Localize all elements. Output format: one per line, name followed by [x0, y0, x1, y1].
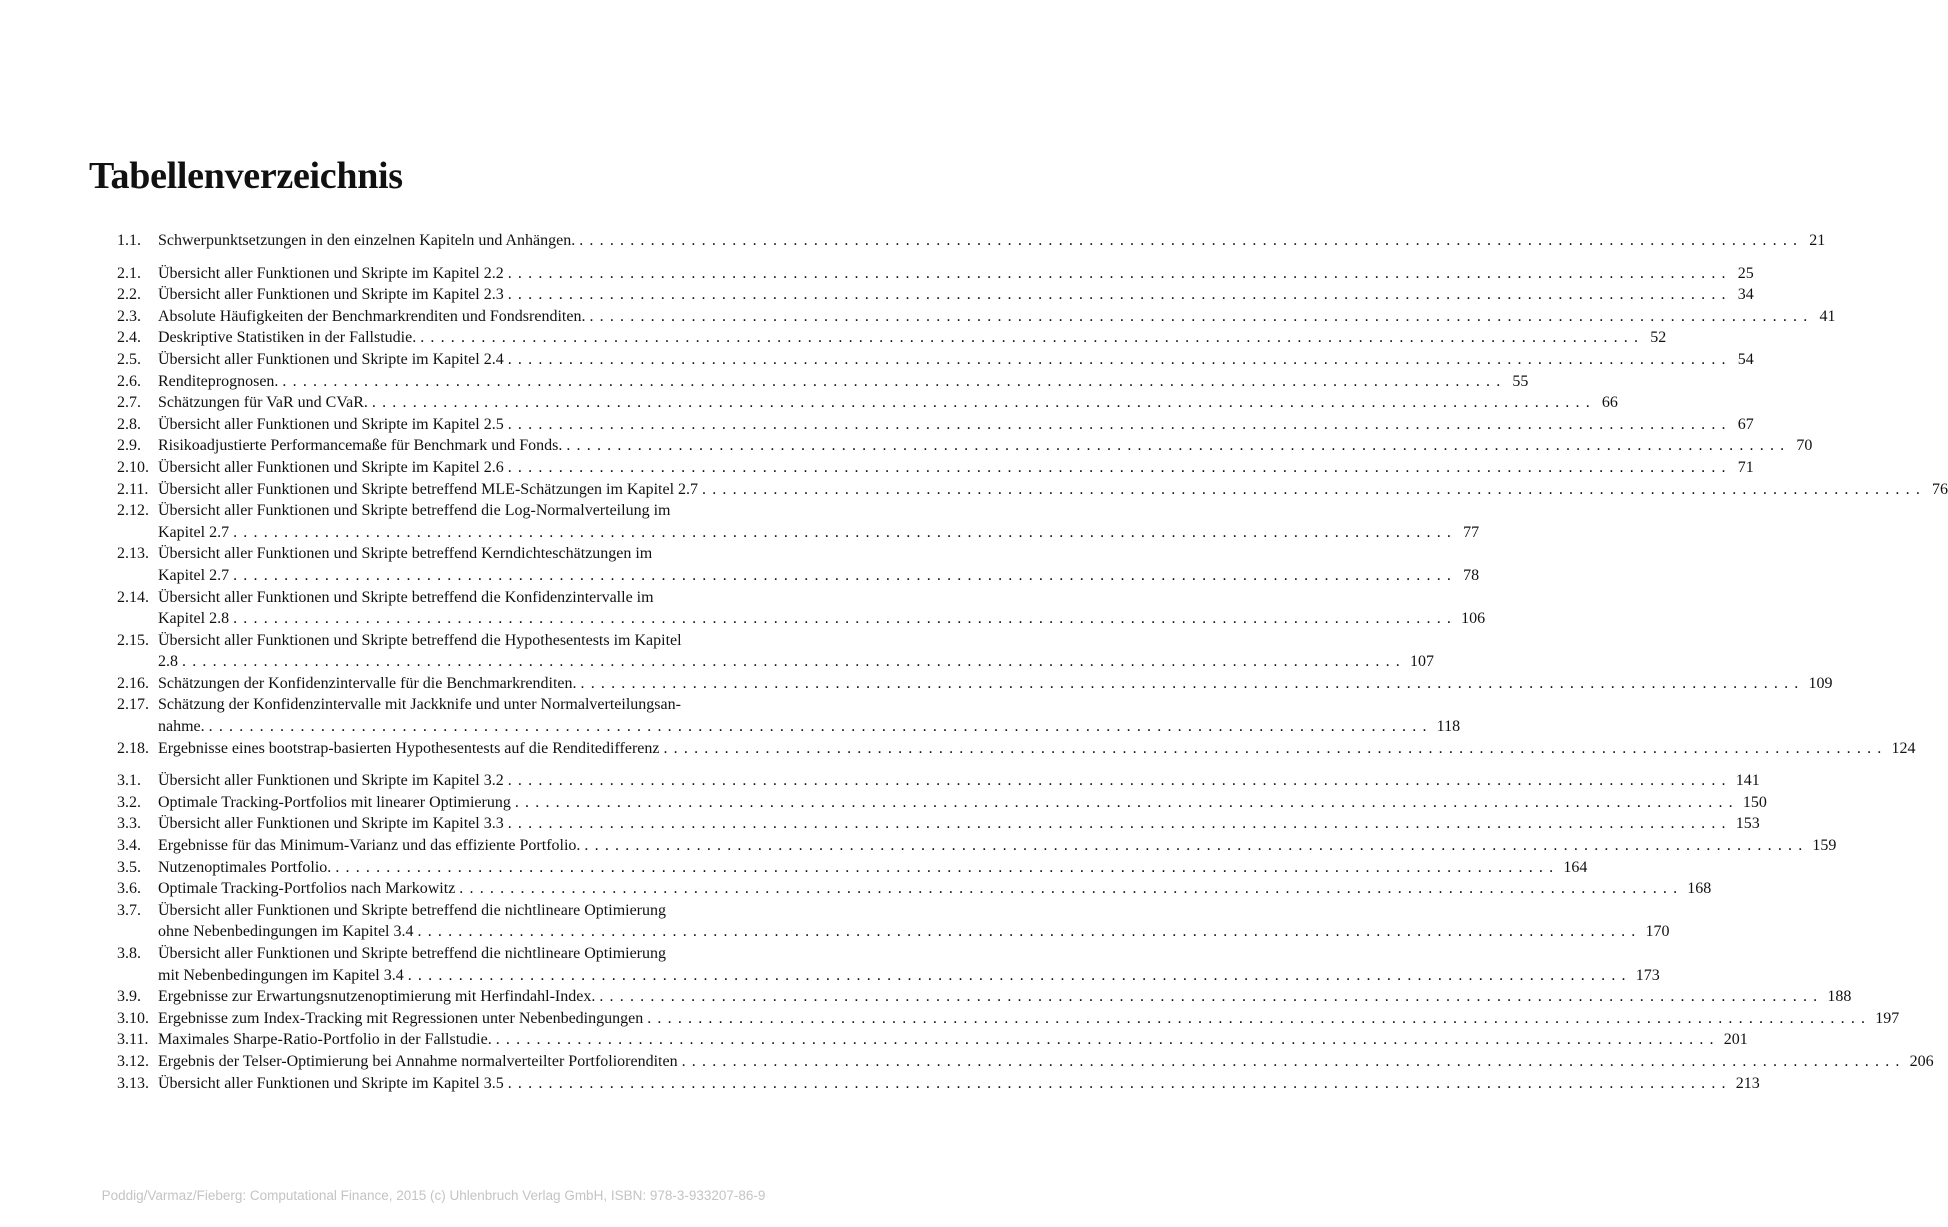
toc-entry[interactable] — [117, 435, 1813, 457]
toc-entry-final-line — [158, 414, 1754, 436]
toc-entry-final-line — [158, 435, 1813, 457]
toc-entry[interactable] — [117, 230, 1826, 252]
toc-entry-title: Schätzungen der Konfidenzintervalle für die Benchmarkrenditen. — [158, 674, 577, 692]
toc-entry[interactable] — [117, 284, 1754, 306]
toc-entry-number: 3.6. — [117, 880, 141, 898]
toc-entry-title: Deskriptive Statistiken in der Fallstudie. — [158, 329, 417, 347]
toc-entry-title: Übersicht aller Funktionen und Skripte im Kapitel 2.5 — [158, 415, 504, 433]
toc-entry-title: Optimale Tracking-Portfolios mit linearer Optimierung — [158, 793, 511, 811]
toc-entry-title: ohne Nebenbedingungen im Kapitel 3.4 — [158, 923, 414, 941]
toc-entry[interactable] — [117, 371, 1529, 393]
toc-entry-page-number[interactable]: 109 — [1808, 674, 1833, 692]
toc-entry-page-number[interactable]: 25 — [1737, 264, 1754, 282]
toc-entry-number: 3.5. — [117, 858, 141, 876]
toc-entry[interactable] — [117, 1008, 1900, 1030]
toc-entry-body — [158, 284, 1754, 306]
toc-entry-final-line — [158, 1073, 1760, 1095]
dot-leader: ........................................................................................................................ — [233, 610, 1458, 628]
toc-entry-title: Absolute Häufigkeiten der Benchmarkrenditen und Fondsrenditen. — [158, 307, 586, 325]
toc-entry-title: Kapitel 2.8 — [158, 610, 230, 628]
toc-entry-number: 3.8. — [117, 945, 141, 962]
toc-entry-title: Schätzungen für VaR und CVaR. — [158, 394, 368, 412]
toc-entry[interactable] — [117, 694, 1461, 737]
toc-entry-number: 2.10. — [117, 458, 149, 476]
toc-entry-title: Übersicht aller Funktionen und Skripte im Kapitel 3.5 — [158, 1074, 504, 1092]
toc-entry[interactable] — [117, 414, 1754, 436]
toc-entry-number: 3.12. — [117, 1052, 149, 1070]
toc-entry-body — [158, 986, 1852, 1008]
toc-entry-number: 2.17. — [117, 696, 149, 714]
toc-entry-final-line — [158, 738, 1916, 760]
toc-entry-body — [158, 587, 1486, 630]
toc-entry-body — [158, 327, 1667, 349]
toc-entry-body — [158, 857, 1588, 879]
toc-entry-page-number[interactable]: 173 — [1635, 966, 1660, 984]
toc-entry-title: Ergebnisse für das Minimum-Varianz und das effiziente Portfolio. — [158, 837, 581, 855]
toc-entry[interactable] — [117, 587, 1486, 630]
toc-entry-page-number[interactable]: 106 — [1461, 610, 1486, 628]
toc-entry-page-number[interactable]: 153 — [1735, 815, 1760, 833]
toc-entry-number: 2.9. — [117, 437, 141, 455]
toc-entry-number: 2.12. — [117, 502, 149, 520]
toc-entry-body — [158, 878, 1712, 900]
toc-entry-final-line — [158, 965, 1660, 987]
toc-entry-page-number[interactable]: 188 — [1827, 988, 1852, 1006]
dot-leader: ........................................................................................................................ — [182, 653, 1406, 671]
dot-leader: ........................................................................................................................ — [507, 350, 1732, 368]
toc-entry-page-number[interactable]: 164 — [1563, 858, 1588, 876]
toc-entry-body — [158, 770, 1760, 792]
toc-entry[interactable] — [117, 630, 1434, 673]
dot-leader: ........................................................................................................................ — [599, 988, 1824, 1006]
toc-entry-title: Übersicht aller Funktionen und Skripte im Kapitel 2.3 — [158, 286, 504, 304]
toc-entry-page-number[interactable]: 21 — [1809, 232, 1826, 249]
toc-entry-final-line — [158, 878, 1712, 900]
toc-entry-final-line — [158, 792, 1767, 814]
toc-entry[interactable] — [117, 943, 1660, 986]
toc-entry-title: mit Nebenbedingungen im Kapitel 3.4 — [158, 966, 404, 984]
toc-entry-page-number[interactable]: 197 — [1875, 1009, 1900, 1027]
dot-leader: ........................................................................................................................ — [507, 415, 1732, 433]
toc-entry-title: Optimale Tracking-Portfolios nach Markowitz — [158, 880, 456, 898]
page-title: Tabellenverzeichnis — [89, 155, 403, 197]
toc-entry[interactable] — [117, 500, 1480, 543]
toc-entry-final-line — [158, 770, 1760, 792]
toc-entry-title: Ergebnis der Telser-Optimierung bei Annahme normalverteilter Portfoliorenditen — [158, 1052, 678, 1070]
toc-entry-final-line — [158, 716, 1461, 738]
toc-entry[interactable] — [117, 479, 1948, 501]
dot-leader: ........................................................................................................................ — [514, 793, 1739, 811]
dot-leader: ........................................................................................................................ — [507, 1074, 1732, 1092]
toc-entry-final-line — [158, 673, 1833, 695]
toc-entry-body — [158, 792, 1767, 814]
toc-entry-title: Ergebnisse zum Index-Tracking mit Regressionen unter Nebenbedingungen — [158, 1009, 644, 1027]
toc-entry-body — [158, 543, 1480, 586]
toc-entry-title-line: Übersicht aller Funktionen und Skripte betreffend die Konfidenzintervalle im — [158, 588, 654, 606]
toc-entry-title: Risikoadjustierte Performancemaße für Benchmark und Fonds. — [158, 437, 563, 455]
toc-entry[interactable] — [117, 857, 1588, 879]
toc-entry-title: Ergebnisse zur Erwartungsnutzenoptimierung mit Herfindahl-Index. — [158, 988, 596, 1006]
toc-entry-page-number[interactable]: 67 — [1737, 415, 1754, 433]
toc-entry-final-line — [158, 835, 1837, 857]
toc-entry-title: nahme. — [158, 718, 205, 736]
dot-leader: ........................................................................................................................ — [580, 674, 1805, 692]
dot-leader: ........................................................................................................................ — [282, 372, 1507, 390]
toc-entry-body — [158, 1008, 1900, 1030]
table-of-tables — [117, 230, 1948, 1105]
toc-entry-body — [158, 263, 1754, 285]
toc-entry-body — [158, 230, 1826, 252]
toc-entry-number: 2.4. — [117, 329, 141, 347]
toc-entry-number: 3.10. — [117, 1009, 149, 1027]
toc-group — [117, 770, 1934, 1094]
toc-entry-number: 3.7. — [117, 901, 141, 919]
toc-entry-page-number[interactable]: 34 — [1737, 286, 1754, 304]
toc-entry-title: Übersicht aller Funktionen und Skripte im Kapitel 2.2 — [158, 264, 504, 282]
toc-entry-title: Übersicht aller Funktionen und Skripte betreffend MLE-Schätzungen im Kapitel 2.7 — [158, 480, 699, 498]
toc-entry-body — [158, 1029, 1748, 1051]
dot-leader: ........................................................................................................................ — [233, 523, 1458, 541]
toc-entry-final-line — [158, 986, 1852, 1008]
toc-entry-body — [158, 435, 1813, 457]
dot-leader: ........................................................................................................................ — [495, 1031, 1720, 1049]
toc-entry[interactable] — [117, 792, 1767, 814]
toc-entry[interactable] — [117, 673, 1833, 695]
toc-entry-page-number[interactable]: 107 — [1410, 653, 1434, 671]
toc-entry-number: 2.18. — [117, 739, 149, 757]
dot-leader: ........................................................................................................................ — [584, 837, 1809, 855]
dot-leader: ........................................................................................................................ — [371, 394, 1596, 412]
toc-entry-page-number[interactable]: 213 — [1735, 1074, 1760, 1092]
toc-entry[interactable] — [117, 263, 1754, 285]
toc-entry-number: 1.1. — [117, 232, 141, 249]
toc-entry-page-number[interactable]: 159 — [1812, 837, 1837, 855]
toc-entry-final-line — [158, 284, 1754, 306]
toc-entry-number: 2.11. — [117, 480, 149, 498]
toc-entry-page-number[interactable]: 77 — [1463, 523, 1480, 541]
toc-entry[interactable] — [117, 900, 1670, 943]
toc-entry-final-line — [158, 327, 1667, 349]
toc-entry-title: Maximales Sharpe-Ratio-Portfolio in der Fallstudie. — [158, 1031, 492, 1049]
dot-leader: ........................................................................................................................ — [507, 286, 1732, 304]
toc-entry-body — [158, 479, 1948, 501]
toc-group — [117, 230, 1826, 252]
toc-entry-page-number[interactable]: 52 — [1650, 329, 1667, 347]
toc-entry-number: 2.7. — [117, 394, 141, 412]
toc-entry-body — [158, 349, 1754, 371]
toc-entry-page-number[interactable]: 170 — [1645, 923, 1670, 941]
toc-entry-title: Kapitel 2.7 — [158, 523, 230, 541]
toc-entry-body — [158, 673, 1833, 695]
toc-entry-title: Schwerpunktsetzungen in den einzelnen Kapiteln und Anhängen. — [158, 232, 576, 249]
dot-leader: ........................................................................................................................ — [589, 307, 1814, 325]
toc-entry-title-line: Schätzung der Konfidenzintervalle mit Jackknife und unter Normalverteilungsan- — [158, 696, 681, 714]
toc-entry-title-line: Übersicht aller Funktionen und Skripte betreffend die Hypothesentests im Kapitel — [158, 631, 682, 649]
toc-entry-title: Übersicht aller Funktionen und Skripte im Kapitel 2.4 — [158, 350, 504, 368]
toc-entry-title: Übersicht aller Funktionen und Skripte im Kapitel 2.6 — [158, 458, 504, 476]
toc-entry-final-line — [158, 263, 1754, 285]
toc-entry-page-number[interactable]: 71 — [1737, 458, 1754, 476]
toc-entry-page-number[interactable]: 118 — [1436, 718, 1461, 736]
toc-entry-number: 3.4. — [117, 837, 141, 855]
dot-leader: ........................................................................................................................ — [507, 264, 1732, 282]
toc-entry-final-line — [158, 1051, 1934, 1073]
toc-entry-number: 2.14. — [117, 588, 149, 606]
dot-leader: ........................................................................................................................ — [579, 232, 1804, 249]
dot-leader: ........................................................................................................................ — [233, 566, 1458, 584]
toc-entry-body — [158, 943, 1660, 986]
toc-entry-page-number[interactable]: 150 — [1742, 793, 1767, 811]
toc-entry[interactable] — [117, 1051, 1934, 1073]
toc-entry-number: 3.9. — [117, 988, 141, 1006]
dot-leader: ........................................................................................................................ — [507, 458, 1732, 476]
toc-entry-body — [158, 306, 1836, 328]
toc-entry-body — [158, 1073, 1760, 1095]
toc-entry-final-line — [158, 457, 1754, 479]
toc-entry-title: Ergebnisse eines bootstrap-basierten Hypothesentests auf die Renditedifferenz — [158, 739, 660, 757]
toc-entry-body — [158, 414, 1754, 436]
toc-entry-final-line — [158, 306, 1836, 328]
toc-entry-body — [158, 694, 1461, 737]
toc-entry[interactable] — [117, 1073, 1760, 1095]
dot-leader: ........................................................................................................................ — [208, 718, 1433, 736]
toc-entry-page-number[interactable]: 78 — [1463, 566, 1480, 584]
toc-entry-final-line — [158, 921, 1670, 943]
toc-entry-page-number[interactable]: 76 — [1932, 480, 1948, 498]
toc-entry-number: 2.15. — [117, 631, 149, 649]
dot-leader: ........................................................................................................................ — [335, 858, 1560, 876]
toc-entry-title-line: Übersicht aller Funktionen und Skripte betreffend Kerndichteschätzungen im — [158, 545, 653, 563]
toc-entry-title: Renditeprognosen. — [158, 372, 279, 390]
toc-entry[interactable] — [117, 813, 1760, 835]
toc-entry-final-line — [158, 857, 1588, 879]
toc-entry-title: Übersicht aller Funktionen und Skripte im Kapitel 3.2 — [158, 772, 504, 790]
toc-entry-final-line — [158, 479, 1948, 501]
toc-entry-number: 3.2. — [117, 793, 141, 811]
toc-entry[interactable] — [117, 835, 1837, 857]
toc-entry-page-number[interactable]: 41 — [1819, 307, 1836, 325]
toc-entry-number: 2.1. — [117, 264, 141, 282]
toc-entry-number: 2.13. — [117, 545, 149, 563]
toc-entry-final-line — [158, 371, 1529, 393]
dot-leader: ........................................................................................................................ — [420, 329, 1645, 347]
toc-entry-page-number[interactable]: 70 — [1796, 437, 1813, 455]
toc-entry-body — [158, 392, 1618, 414]
toc-entry[interactable] — [117, 770, 1760, 792]
toc-entry-number: 2.8. — [117, 415, 141, 433]
toc-entry-title: 2.8 — [158, 653, 178, 671]
toc-entry-body — [158, 835, 1837, 857]
toc-entry-body — [158, 813, 1760, 835]
toc-entry-number: 3.1. — [117, 772, 141, 790]
toc-entry-number: 2.3. — [117, 307, 141, 325]
toc-entry-page-number[interactable]: 206 — [1909, 1052, 1934, 1070]
toc-entry-title: Nutzenoptimales Portfolio. — [158, 858, 332, 876]
toc-entry-number: 2.6. — [117, 372, 141, 390]
dot-leader: ........................................................................................................................ — [566, 437, 1791, 455]
toc-entry-page-number[interactable]: 54 — [1737, 350, 1754, 368]
toc-entry-page-number[interactable]: 66 — [1601, 394, 1618, 412]
toc-entry-number: 3.3. — [117, 815, 141, 833]
toc-entry-body — [158, 900, 1670, 943]
toc-entry[interactable] — [117, 986, 1852, 1008]
dot-leader: ........................................................................................................................ — [681, 1052, 1906, 1070]
toc-entry-body — [158, 630, 1434, 673]
toc-entry[interactable] — [117, 738, 1916, 760]
toc-entry[interactable] — [117, 306, 1836, 328]
toc-entry-body — [158, 1051, 1934, 1073]
dot-leader: ........................................................................................................................ — [507, 772, 1732, 790]
toc-entry-final-line — [158, 1029, 1748, 1051]
toc-entry-title: Kapitel 2.7 — [158, 566, 230, 584]
toc-entry-number: 3.11. — [117, 1031, 149, 1049]
toc-entry-final-line — [158, 392, 1618, 414]
copyright-footer: Poddig/Varmaz/Fieberg: Computational Finance, 2015 (c) Uhlenbruch Verlag GmbH, ISBN: 978-3-933207-86-9 — [101, 1188, 766, 1203]
toc-entry-page-number[interactable]: 201 — [1723, 1031, 1748, 1049]
toc-entry-title-line: Übersicht aller Funktionen und Skripte betreffend die Log-Normalverteilung im — [158, 502, 671, 520]
toc-entry-final-line — [158, 608, 1486, 630]
dot-leader: ........................................................................................................................ — [459, 880, 1684, 898]
dot-leader: ........................................................................................................................ — [702, 480, 1927, 498]
toc-entry[interactable] — [117, 327, 1667, 349]
toc-entry-page-number[interactable]: 124 — [1891, 739, 1916, 757]
toc-entry-final-line — [158, 651, 1434, 673]
toc-entry[interactable] — [117, 457, 1754, 479]
toc-entry-title: Übersicht aller Funktionen und Skripte im Kapitel 3.3 — [158, 815, 504, 833]
toc-entry-title-line: Übersicht aller Funktionen und Skripte betreffend die nichtlineare Optimierung — [158, 901, 667, 919]
toc-entry-page-number[interactable]: 141 — [1735, 772, 1760, 790]
toc-entry-number: 2.16. — [117, 674, 149, 692]
toc-entry-final-line — [158, 522, 1480, 544]
dot-leader: ........................................................................................................................ — [647, 1009, 1872, 1027]
toc-entry-body — [158, 738, 1916, 760]
toc-entry-title-line: Übersicht aller Funktionen und Skripte betreffend die nichtlineare Optimierung — [158, 945, 667, 962]
toc-entry-final-line — [158, 565, 1480, 587]
toc-entry-final-line — [158, 813, 1760, 835]
dot-leader: ........................................................................................................................ — [507, 815, 1732, 833]
toc-entry-body — [158, 457, 1754, 479]
toc-entry[interactable] — [117, 1029, 1748, 1051]
toc-entry-number: 3.13. — [117, 1074, 149, 1092]
toc-entry-number: 2.5. — [117, 350, 141, 368]
toc-entry[interactable] — [117, 349, 1754, 371]
toc-entry-page-number[interactable]: 55 — [1512, 372, 1529, 390]
toc-entry-number: 2.2. — [117, 286, 141, 304]
dot-leader: ........................................................................................................................ — [407, 966, 1632, 984]
dot-leader: ........................................................................................................................ — [663, 739, 1888, 757]
toc-entry[interactable] — [117, 543, 1480, 586]
toc-group — [117, 263, 1948, 760]
toc-entry-body — [158, 500, 1480, 543]
toc-entry[interactable] — [117, 878, 1712, 900]
toc-entry-final-line — [158, 349, 1754, 371]
toc-entry-page-number[interactable]: 168 — [1687, 880, 1712, 898]
toc-entry-final-line — [158, 230, 1826, 252]
dot-leader: ........................................................................................................................ — [417, 923, 1642, 941]
toc-entry-final-line — [158, 1008, 1900, 1030]
toc-entry-body — [158, 371, 1529, 393]
toc-entry[interactable] — [117, 392, 1618, 414]
